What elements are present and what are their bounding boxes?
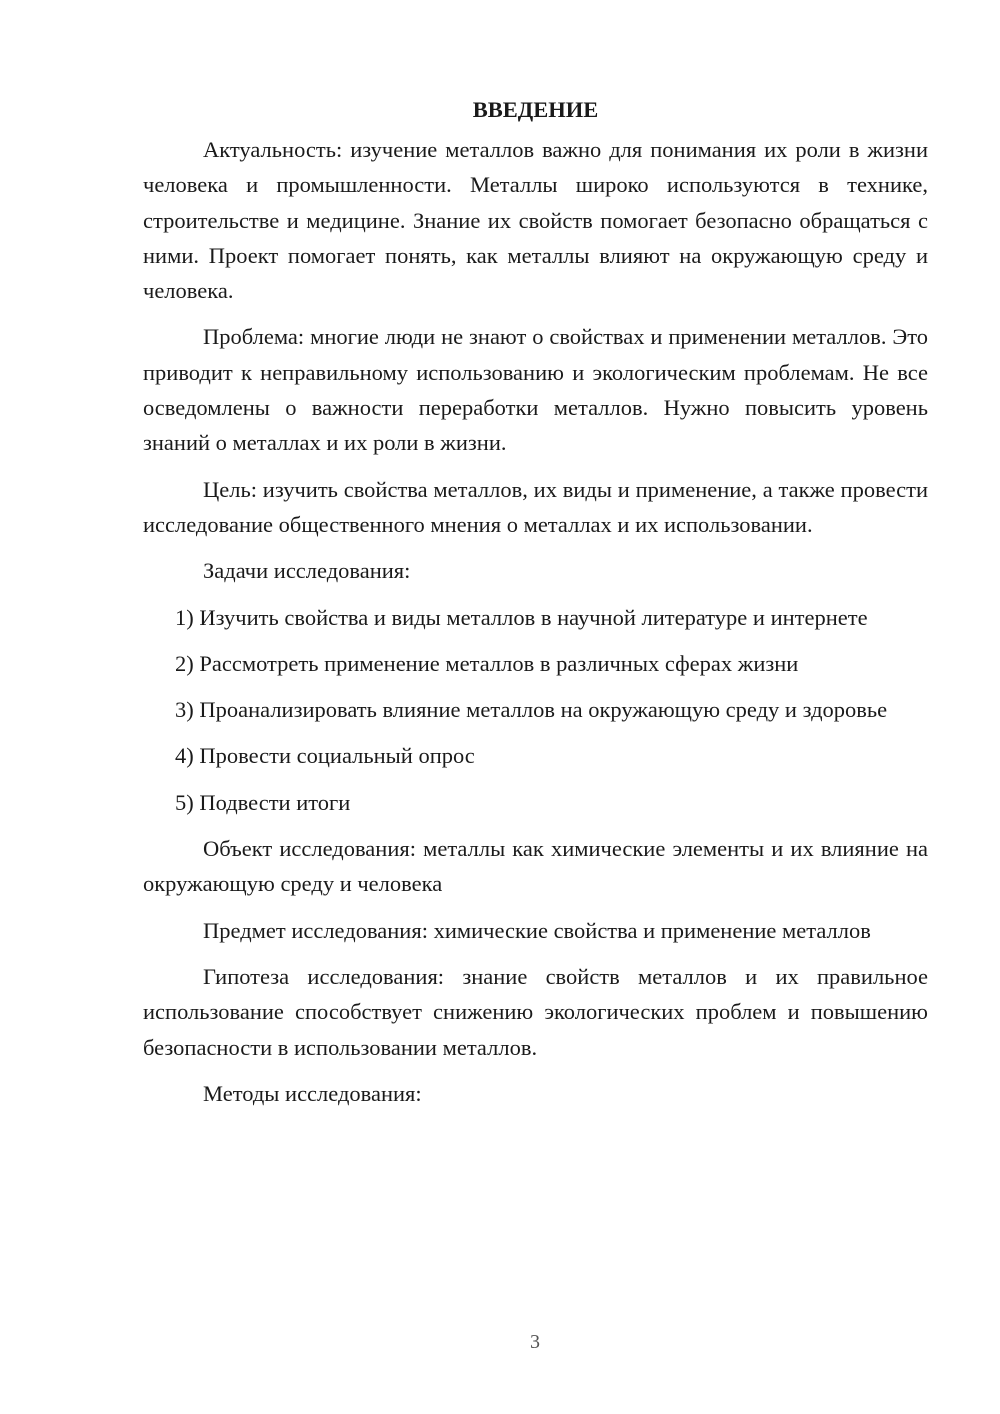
page-number: 3 — [530, 1331, 540, 1353]
goal-paragraph: Цель: изучить свойства металлов, их виды и применение, а также провести исследование общественного мнения о металлах и их использовании. — [143, 476, 928, 537]
relevance-paragraph: Актуальность: изучение металлов важно для понимания их роли в жизни человека и промышленности. Металлы широко используются в технике, строительстве и медицине. Знание их свойств помогает безопасно обращаться с ними. Проект помогает понять, как металлы влияют на окружающую среду и человека. — [143, 137, 928, 304]
problem-paragraph: Проблема: многие люди не знают о свойствах и применении металлов. Это приводит к неправильному использованию и экологическим проблемам. Не все осведомлены о важности переработки металлов. Нужно повысить уровень знаний о металлах и их роли в жизни. — [143, 324, 928, 456]
object-paragraph: Объект исследования: металлы как химические элементы и их влияние на окружающую среду и человека — [143, 836, 928, 897]
hypothesis-paragraph: Гипотеза исследования: знание свойств металлов и их правильное использование способствует снижению экологических проблем и повышению безопасности в использовании металлов. — [143, 963, 928, 1060]
task-item-3: 3) Проанализировать влияние металлов на окружающую среду и здоровье — [175, 697, 888, 723]
task-item-4: 4) Провести социальный опрос — [175, 743, 475, 769]
subject-paragraph: Предмет исследования: химические свойства и применение металлов — [203, 917, 871, 943]
tasks-heading: Задачи исследования: — [203, 558, 411, 584]
document-page — [143, 92, 928, 1122]
task-item-1: 1) Изучить свойства и виды металлов в научной литературе и интернете — [175, 604, 868, 630]
task-item-5: 5) Подвести итоги — [175, 789, 351, 815]
task-item-2: 2) Рассмотреть применение металлов в различных сферах жизни — [175, 650, 799, 676]
methods-heading: Методы исследования: — [203, 1080, 422, 1106]
section-title: ВВЕДЕНИЕ — [472, 97, 599, 122]
